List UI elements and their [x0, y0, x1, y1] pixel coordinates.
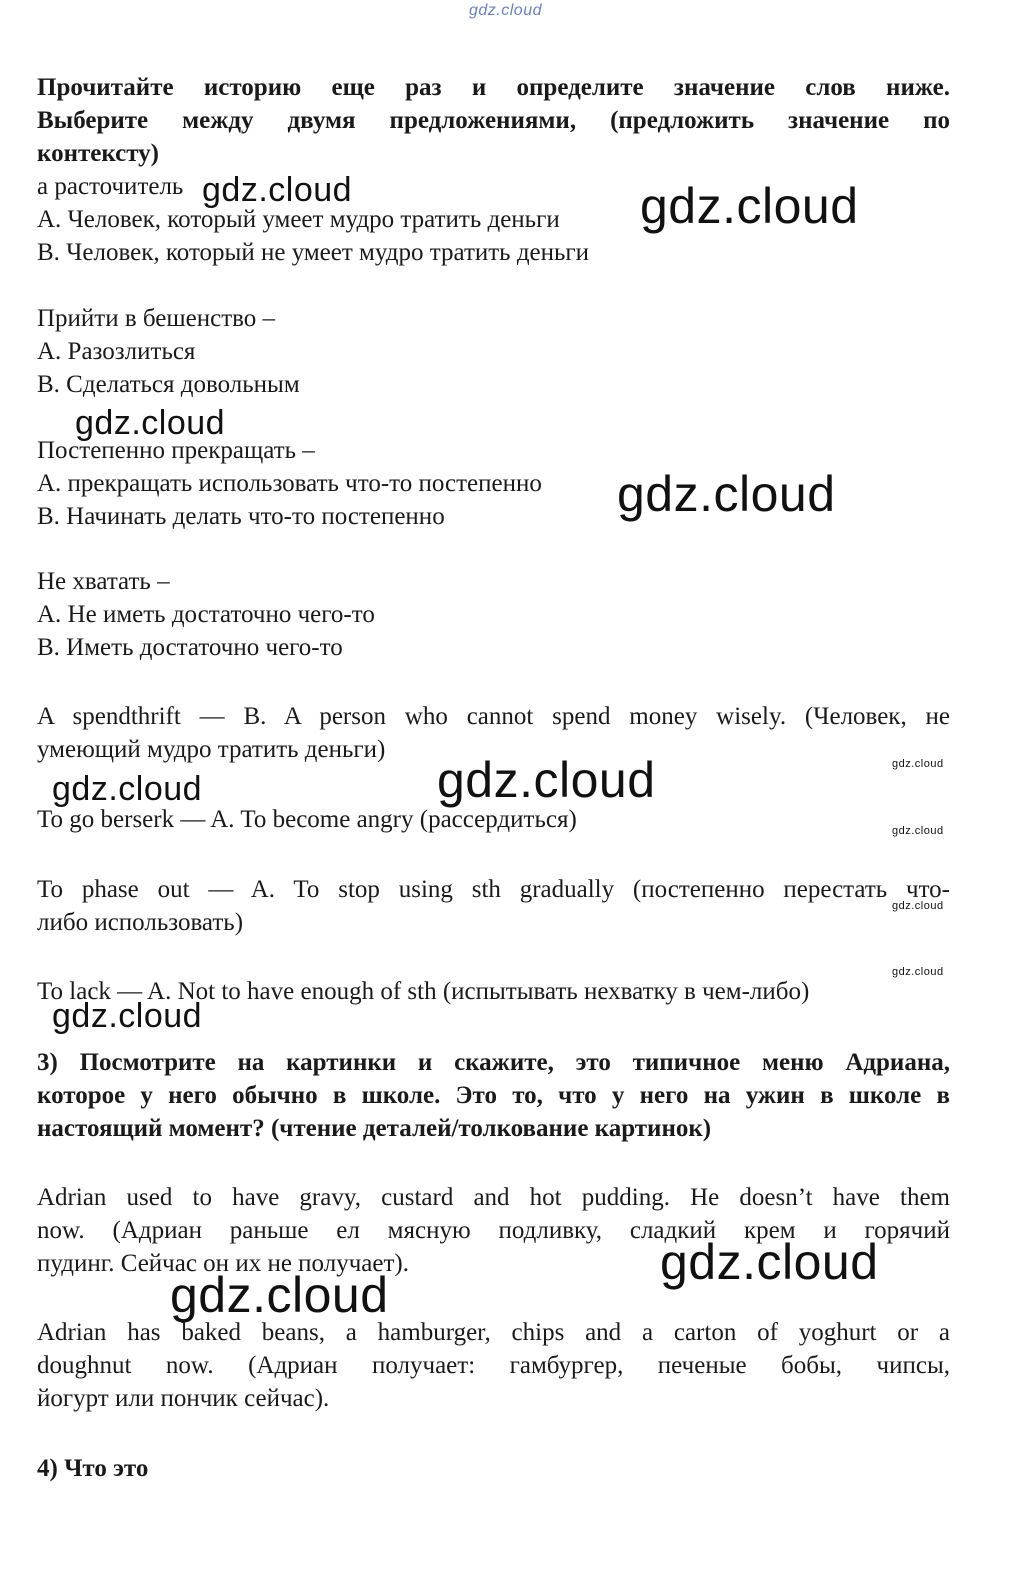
watermark: gdz.cloud [170, 1267, 389, 1323]
watermark: gdz.cloud [892, 966, 944, 978]
answer-line: To lack — A. Not to have enough of sth (испытывать нехватку в чем-либо) [37, 978, 810, 1005]
watermark: gdz.cloud [892, 900, 944, 912]
item-option-a: А. Человек, который умеет мудро тратить деньги [37, 206, 560, 233]
section3-answer-line: йогурт или пончик сейчас). [37, 1385, 330, 1412]
item-term: Постепенно прекращать – [37, 437, 315, 464]
task-heading-line-2: Выберите между двумя предложениями, (предложить значение по [37, 107, 950, 134]
watermark: gdz.cloud [640, 178, 859, 234]
watermark: gdz.cloud [437, 752, 656, 808]
item-option-b: В. Сделаться довольным [37, 371, 300, 398]
item-option-a: А. прекращать использовать что-то постепенно [37, 470, 542, 497]
section3-answer-line: now. (Адриан раньше ел мясную подливку, сладкий крем и горячий [37, 1217, 950, 1244]
item-term: Не хватать – [37, 568, 170, 595]
item-term: Прийти в бешенство – [37, 305, 276, 332]
answer-line: умеющий мудро тратить деньги) [37, 736, 386, 763]
watermark: gdz.cloud [892, 825, 944, 837]
watermark: gdz.cloud [75, 404, 226, 442]
task-heading-line-3: контексту) [37, 140, 160, 167]
watermark: gdz.cloud [469, 2, 542, 19]
watermark: gdz.cloud [202, 171, 353, 209]
item-option-b: В. Человек, который не умеет мудро тратить деньги [37, 239, 590, 266]
watermark: gdz.cloud [660, 1234, 879, 1290]
section3-heading-line-2: которое у него обычно в школе. Это то, что у него на ужин в школе в [37, 1082, 950, 1109]
task-heading-line-1: Прочитайте историю еще раз и определите значение слов ниже. [37, 74, 950, 101]
section3-heading-line-1: 3) Посмотрите на картинки и скажите, это типичное меню Адриана, [37, 1049, 950, 1076]
answer-line: либо использовать) [37, 909, 244, 936]
section3-answer-line: пудинг. Сейчас он их не получает). [37, 1250, 409, 1277]
watermark: gdz.cloud [617, 466, 836, 522]
item-option-a: А. Разозлиться [37, 338, 196, 365]
section3-heading-line-3: настоящий момент? (чтение деталей/толкование картинок) [37, 1115, 712, 1142]
watermark: gdz.cloud [52, 770, 203, 808]
item-option-a: А. Не иметь достаточно чего-то [37, 601, 375, 628]
watermark: gdz.cloud [52, 997, 203, 1035]
answer-line: A spendthrift — B. A person who cannot spend money wisely. (Человек, не [37, 703, 950, 730]
section3-answer-line: Adrian used to have gravy, custard and hot pudding. He doesn’t have them [37, 1184, 950, 1211]
section3-answer-line: doughnut now. (Адриан получает: гамбургер, печеные бобы, чипсы, [37, 1352, 950, 1379]
answer-line: To go berserk — A. To become angry (рассердиться) [37, 806, 577, 833]
item-term: а расточитель [37, 173, 184, 200]
answer-line: To phase out — A. To stop using sth gradually (постепенно перестать что- [37, 876, 950, 903]
item-option-b: В. Начинать делать что-то постепенно [37, 503, 445, 530]
section4-heading: 4) Что это [37, 1455, 149, 1482]
watermark: gdz.cloud [892, 758, 944, 770]
item-option-b: В. Иметь достаточно чего-то [37, 634, 343, 661]
section3-answer-line: Adrian has baked beans, a hamburger, chips and a carton of yoghurt or a [37, 1319, 950, 1346]
